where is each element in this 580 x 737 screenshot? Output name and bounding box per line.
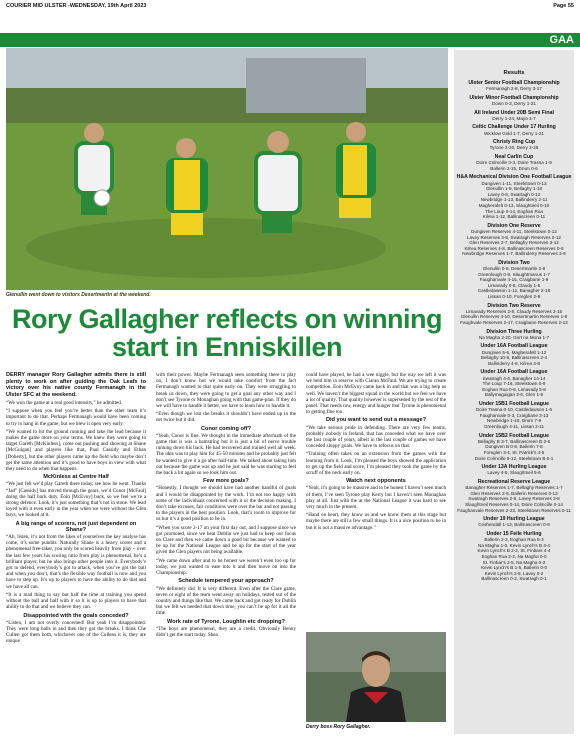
result-line: Lavey Reserves 3-8, Swatragh Reserves 0-12	[467, 234, 561, 240]
result-line: Na Magha 1-0, Kevin Lynch's B 3-4	[478, 542, 550, 548]
result-line: Na Magha 2-20, Gort na Mona 1-7	[478, 334, 550, 340]
result-line: Glenullin 1-9, Bellaghy 1-10	[485, 186, 543, 192]
results-section	[454, 174, 574, 219]
result-line: Down 0-3, Derry 1-21	[492, 101, 536, 106]
results-section-title: Under 13A Hurling League	[481, 464, 547, 471]
paragraph: “We just felt we’d play Gareth there today, see how he went. Thanks “Jad” [Cassidy] has moved through the gears, we’d Conor [McFaul] doing the half back duty. Eoin [McEvoy] back, so we feel we’re a strong defence. Look, it’s just something that’s not in stone. We lead loyed with it even early in the year when we were without the Glen boys, we looked at it.	[6, 481, 146, 519]
result-line: Greenlough 0-9, Slaughtmanus 1-7	[478, 271, 550, 277]
result-line: Newbridge 1-10, Drum 7-9	[486, 418, 542, 424]
results-section-title: Ulster Senior Football Championship	[468, 80, 560, 86]
result-line: Kevin Lynch's B 1-5, Ballerin 0-0	[480, 565, 548, 571]
results-section-title: Division Two Reserve	[487, 302, 541, 309]
result-line: Ballinascreen 0-2, Swatragh 0-1	[481, 576, 547, 582]
result-line: Glenullin 0-8, Desertmartin 2-8	[482, 266, 546, 272]
results-panel	[454, 50, 574, 734]
result-line: Newbridge 1-13, Ballinderry 2-11	[480, 197, 548, 203]
result-line: Ballerin 2-15, Drum 0-6	[490, 165, 538, 171]
result-line: Doire Colmcille 5-12, Steelstown B 6-1	[474, 455, 554, 461]
publication-line: COURIER MID ULSTER -WEDNESDAY, 19th April 2023	[6, 3, 147, 9]
results-section-title: Celtic Challenge Under 17 Hurling	[472, 124, 556, 131]
result-line: Bellaghy 10-8, Ballinascreen 2-4	[480, 355, 548, 361]
page-header	[6, 2, 574, 12]
paragraph: “Hand on heart, they know us and we know them at this stage but maybe there are still a few small things. It is a nice position to be in but it is not a massive advantage.”	[306, 512, 446, 531]
result-line: Faughanvale 4-15, Craigbane 1-9	[479, 277, 549, 283]
results-section-title: All Ireland Under 20B Semi Final	[474, 109, 554, 116]
result-line: Ballymaguigan 3-6, Glen 1-9	[484, 392, 544, 398]
results-section-title: Division Three Hurling	[486, 328, 542, 335]
result-line: Wicklow Gold 1-7, Derry 1-21	[484, 130, 544, 136]
results-section	[454, 433, 574, 462]
result-line: Kevin Lynch's 2-8, Lavey 0-2	[484, 570, 544, 576]
result-line: Dungiven Reserves 4-11, Steelstown 0-12	[471, 228, 557, 234]
result-line: Glen Reserves 2-7, Bellaghy Reserves 3-12	[469, 240, 559, 246]
result-line: Kilrea 1-12, Ballinascreen 0-11	[482, 214, 546, 220]
results-section-title: Under 15 Feile Hurling	[486, 530, 542, 537]
result-line: Swatragh 4-6, Banagher 14-14	[482, 375, 546, 381]
results-section	[454, 124, 574, 136]
result-line: Fermanagh 2-8, Derry 3-17	[486, 86, 542, 92]
paragraph: “Training often takes on an extension from the games with the learning from it. Look, I’m pleased the boys showed the application to get up the field and score, I’m pleased they took the game by the scruff of the neck early on.	[306, 451, 446, 477]
photo-caption: Glenullin went down to visitors Desertmartin at the weekend.	[6, 292, 151, 298]
result-line: Tyrone 2-20, Derry 2-26	[489, 145, 539, 151]
article-column-2	[156, 372, 296, 640]
paragraph: “When you score 2-17 on your first day out, and I suppose since we got promoted, since we beat Dublin we just had to keep our focus on Clare and then we came down a good bit because we wanted to be up for the National League and be up for the start of the year given the Glen players not being available.	[156, 524, 296, 556]
inset-photo	[306, 632, 446, 722]
result-line: Bellaghy B 3-7, Ballinascreen B 3-5	[477, 438, 551, 444]
subheading: Watch next opponents	[346, 478, 406, 485]
paragraph: “Yeah, it’s going to be massive and to be honest I haven’t seen much of them, I’ve seen Tyrone play Kerry but I haven’t seen Monaghan play at all. Just with the at the National League it was hard to see very much in the present.	[306, 485, 447, 511]
results-section-title: Under 16A Football League	[480, 369, 548, 376]
match-photo-illustration	[6, 48, 448, 290]
paragraph: “I suppose when you feel you’re better than the other team it’s important to do that. Perhaps Fermanagh would have been coming to try to hang in the game, but we blew it open very early.	[6, 408, 146, 427]
subheading: Disappointed with the goals conceded?	[23, 612, 129, 619]
paragraph: could have played, he had a wee niggle, but the way we left it was we held him in reserve with Ciaran McFaul. We are trying to create competition. Eoin McEvoy came back in and that was a big help as well. We haven’t the biggest squad in the world but we feel we have a lot of quality. That quality however is superseded by the rest of the panel. That needs raw, energy and hunger that Tyrone is phenomenal to getting fine too.	[306, 372, 446, 416]
inset-caption: Derry boss Rory Gallagher.	[306, 724, 371, 730]
article-lead: DERRY manager Rory Gallagher admits there is still plenty to work on after guiding the Oak Leafs to victory over his native county Fermanagh in the Ulster SFC at the weekend.	[6, 372, 146, 398]
results-section-title: H&A Mechanical Division One Football League	[456, 174, 572, 181]
subheading: Work rate of Tyrone, Loughlin etc dropping?	[167, 618, 285, 625]
paragraph: with their power. Maybe Fermanagh seen something there to play on, I don’t know but we would take comfort from the fact Fermanagh wanted to that quite early on. They were struggling to break us down, they were going to get a goal any other way and I don’t see Tyrone or Monaghan going with that game-plan. If they do we will have to handle it better, we have to learn how to handle it.	[156, 372, 296, 410]
results-section	[454, 464, 574, 476]
article-column-3	[306, 372, 446, 533]
results-section	[454, 516, 574, 528]
result-line: Faughanvale Reserves 2-23, Steelstown Reserves 0-11	[457, 507, 571, 513]
results-section	[454, 110, 574, 122]
subheading: Conor coming off?	[200, 425, 252, 432]
result-line: Glen Reserves 2-8, Ballerin Reserves 0-13	[470, 490, 558, 496]
results-section	[454, 139, 574, 151]
results-section	[454, 329, 574, 341]
results-section-title: Under 19 Hurling League	[483, 516, 545, 523]
page-number: Page 55	[553, 3, 574, 9]
subheading: McKinless at Centre Half	[43, 474, 109, 481]
result-line: Ballinderry 4-6, Kilrea 3-8	[488, 360, 540, 366]
paragraph: “We came down after and to be honest we weren’t even too up for today, we just wanted to ease into it and then move on into the Championship.	[156, 557, 296, 577]
subheading: Schedule tempered your approach?	[178, 578, 274, 585]
result-line: Lavey 0-8, Swatragh 0-12	[487, 191, 541, 197]
section-label: GAA	[549, 34, 574, 46]
results-section	[454, 343, 574, 366]
results-section-title: Ulster Minor Football Championship	[469, 94, 559, 101]
result-line: Dungiven 1-11, Steelstown 0-13	[481, 180, 547, 186]
paragraph: “It is a mad thing to say but half the time at training you spend without the ball and half with it so it is up to players to have that ability to do that and we believe they can.	[6, 591, 146, 611]
result-line: Slaughtneil Reserves 0-14, Doire Colmcille 0-14	[465, 501, 563, 507]
paragraph: “We won the game at a real good intensity,” he admitted.	[6, 400, 123, 406]
paragraph: “Ah, listen, it’s not from the likes of yourselves the key analyse has come, it’s some pundits. Naturally Shane is a heavy scorer and a phenomenal free-taker, you only be scored heavily from play – over the last few years his scoring ratio from play is phenomenal, he’s a brilliant player, but he also brings other people into it. Everybody’s got to defend, everybody’s got to attack, when you’ve got the ball and when you don’t, that’s the flexible way football is now and you have to step up. It’s up to players to have the ability to do that and we have all can.	[6, 534, 146, 590]
results-section	[454, 401, 574, 430]
result-line: The Loup 7-16, Steelstown 0-9	[482, 381, 546, 387]
results-title: Results	[503, 70, 525, 76]
paragraph: “We wanted to hit the ground running and take the lead because it makes the game more on your terms. We knew they were going to target Gareth [McKinless], come out pushing and showing at Shane [McGuigan] and players like that, Paul Cassidy and Ethan [Doherty], but the other players came up the field who maybe don’t get the same attention and it’s good to have boys in view with what they need to do when that happens.	[6, 428, 146, 473]
paragraph: “Listen, I am not overly concerned! But yeah I’m disappointed. They were long balls in and then they got the breaks. I think Che Cullen got them both, whichever one of the Cullens it is, they are unique	[6, 619, 146, 645]
result-line: Dungiven B 0-6, Ballerin 7-8	[485, 444, 543, 450]
paragraph: “Even though we lost the breaks it shouldn’t have ended up in the net twice but it did.	[156, 411, 296, 424]
result-line: St. Finbar's 2-5, Na Magha 0-2	[482, 559, 546, 565]
result-line: Magherafelt 0-13, Slaughtneil 0-10	[478, 202, 550, 208]
result-line: Greenlough 4-11, Lissan 2-11	[483, 424, 545, 429]
results-section-title: Division Two	[498, 259, 530, 266]
results-section	[454, 260, 574, 300]
result-line: Faughanvale 0-3, Craigbane 3-13	[479, 412, 549, 418]
section-bar	[0, 33, 580, 47]
headline: Rory Gallagher reflects on winning start in Enniskillen	[11, 304, 443, 362]
results-section	[454, 303, 574, 326]
article-column-1	[6, 372, 146, 647]
results-section	[454, 531, 574, 582]
paragraph: “Yeah, Conor is fine. We thought in the immediate aftermath of the game that is was a hamstring but it is just a bit of nerve trouble running down his back. He had recovered and trained well all week. The idea was to play him for 45-50 minutes and he probably just felt he wanted to give it a go after half-time. We talked about taking him out because the game was up and he just said he was starting to feel the back a bit again so we took him out.	[156, 432, 296, 477]
subheading: Did you want to send out a message?	[325, 417, 427, 424]
results-section-title: Under 15B1 Football League	[478, 401, 550, 408]
results-section	[454, 154, 574, 171]
result-line: Lissan 0-10, Foreglen 2-9	[487, 294, 541, 300]
paragraph: “We definitely did. It is very different. Even after the Clare game, seven or eight of the team went away on holidays, tested out of the country and things like that. We came back and got ready for Dublin but we felt we needed that down time, you can’t be up for it all the time.	[156, 585, 296, 617]
result-line: Glenullin Reserves 4-10, Desertmartin Reserves 1-8	[460, 314, 568, 320]
main-photo	[6, 48, 448, 290]
subheading: A big range of scorers, not just dependent on Shane?	[15, 520, 137, 533]
result-line: Kilrea Reserves 4-8, Ballinascreen Reserves 0-8	[464, 245, 564, 251]
results-section	[454, 80, 574, 92]
results-section-title: Recreational Reserve League	[477, 478, 551, 485]
result-line: Kevin Lynch's B 2-2, St. Finbars 4-4	[477, 548, 551, 554]
result-line: Foreglen 3-4, St. Patrick's 4-5	[483, 449, 545, 455]
results-section-title: Under 16A Football League	[480, 343, 548, 350]
result-line: Coshendall 1-13, Ballinascreen 0-9	[478, 522, 550, 528]
results-section	[454, 223, 574, 257]
paragraph: “The boys are phenomenal, they are a credit. Obviously Benny didn’t get the start today. Shea	[156, 625, 296, 638]
paragraph: “Honestly, I thought we should have had another handful of goals and I would be disappointed by the work. I’m not too happy with some of the individuals concerned with it or the decision making. I don’t take excuses, fair conditions were over the bar and not passing to the players in the best position. Look, that’s room to improve for us but it’s a good position to be in.	[156, 485, 296, 523]
result-line: Derry 1-24, Mayo 1-7	[492, 115, 536, 121]
result-line: Eoghan Rua 2-2, Na Magha 0-0	[481, 553, 547, 559]
result-line: Newbridge Reserves 1-7, Ballinderry Reserves 3-9	[462, 251, 566, 257]
result-line: Eoghan Rua 0-8, Limavady 5-8	[482, 386, 546, 392]
result-line: Ballerin 2-3, Eoghan Rua 5-3	[484, 537, 544, 543]
results-section-title: Division One Reserve	[487, 222, 541, 229]
results-section-title: Neal Carlin Cup	[494, 153, 534, 160]
results-section	[454, 369, 574, 398]
portrait-illustration	[306, 632, 446, 722]
result-line: Limavady Reserves 2-8, Claudy Reserves 3-15	[465, 308, 563, 314]
result-line: The Loup 0-14, Eoghan Rua	[485, 208, 543, 214]
paragraph: “We take serious pride in defending. There are very few teams, probably nobody in Ireland, that has conceded what we have over the last couple of years, albeit in the last couple of games we have conceded sloppy goals. We have to refocus on that.	[306, 424, 446, 450]
result-line: Dungiven 5-6, Magherafelt 1-12	[481, 349, 547, 355]
results-section-title: Under 15B2 Football League	[478, 432, 550, 439]
result-line: Banagher Reserves 1-7, Bellaghy Reserves 1-7	[465, 485, 563, 491]
result-line: Limavady 0-8, Claudy 1-5	[487, 282, 541, 288]
result-line: Swatragh Reserves 2-6, Lavey Reserves 3-8	[468, 496, 560, 502]
result-line: Doire Colmcille 3-3, Doire Trasna 1-9	[476, 160, 552, 166]
result-line: Lavey 4-5, Slaughtneil 5-6	[487, 470, 541, 476]
result-line: Castledawson 1-12, Banagher 2-18	[477, 288, 551, 294]
results-section	[454, 95, 574, 107]
result-line: Doire Trasna 0-10, Castledawson 1-6	[475, 407, 553, 413]
subheading: Few more goals?	[203, 478, 249, 485]
results-section	[454, 479, 574, 513]
result-line: Faughvale Reserves 2-17, Craigbane Reserves 2-13	[460, 320, 568, 326]
results-section-title: Christy Ring Cup	[492, 139, 536, 146]
